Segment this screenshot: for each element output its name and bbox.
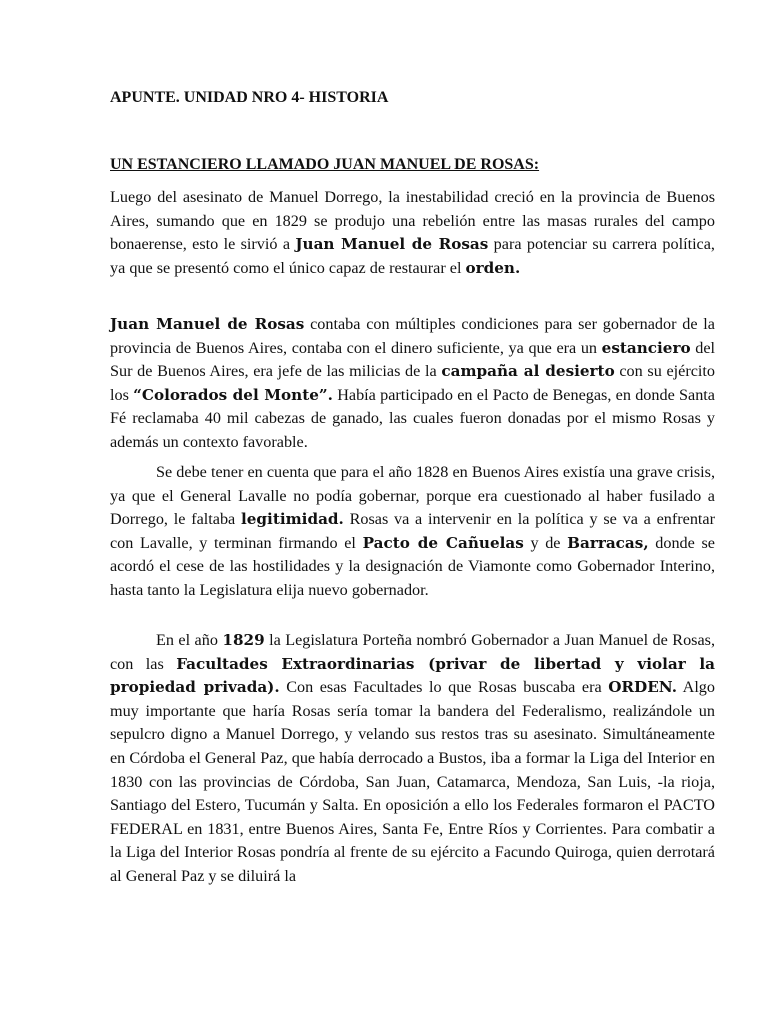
bold-run: Juan Manuel de Rosas bbox=[295, 235, 489, 254]
paragraph-2 bbox=[110, 313, 715, 455]
paragraph-1 bbox=[110, 186, 715, 280]
text-run: contaba con múltiples condiciones para ser gobernador de la provincia de Buenos Aires, contaba con el dinero suficiente, ya que era un bbox=[110, 315, 715, 357]
bold-run: ORDEN. bbox=[608, 678, 677, 697]
bold-run: orden. bbox=[465, 258, 521, 277]
text-run: y de bbox=[523, 533, 568, 552]
paragraph-4 bbox=[110, 629, 715, 889]
bold-run: Barracas, bbox=[567, 533, 649, 552]
bold-run: legitimidad. bbox=[241, 510, 344, 529]
text-run: Rosas va a intervenir en la política y se va a enfrentar con Lavalle, y terminan firmando el bbox=[110, 510, 715, 552]
text-run: la Legislatura Porteña nombró Gobernador a Juan Manuel de Rosas, con las bbox=[110, 631, 715, 673]
text-run: En el año bbox=[156, 631, 223, 649]
text-run: con su ejército los bbox=[110, 362, 715, 404]
bold-run: campaña al desierto bbox=[441, 362, 615, 381]
text-run: donde se acordó el cese de las hostilidades y la designación de Viamonte como Gobernador Interino, hasta tanto la Legislatura elija nuevo gobernador. bbox=[110, 533, 715, 599]
bold-run: Facultades Extraordinarias (privar de libertad y violar la propiedad privada). bbox=[110, 654, 716, 697]
bold-run: “Colorados del Monte”. bbox=[133, 385, 333, 404]
text-run: del Sur de Buenos Aires, era jefe de las milicias de la bbox=[110, 338, 715, 381]
text-run: Luego del asesinato de Manuel Dorrego, la inestabilidad creció en la provincia de Buenos Aires, sumando que en 1829 se produjo una rebelión entre las masas rurales del campo bonaerense, esto le sirvió a bbox=[110, 188, 715, 254]
text-run: Se debe tener en cuenta que para el año 1828 en Buenos Aires existía una grave crisis, ya que el General Lavalle no podía gobernar, porque era cuestionado al haber fusilado a Dorrego, le faltaba bbox=[110, 463, 715, 529]
text-run: Con esas Facultades lo que Rosas buscaba era bbox=[279, 678, 609, 697]
text-run: Algo muy importante que haría Rosas sería tomar la bandera del Federalismo, realizándole un sepulcro digno a Manuel Dorrego, y velando sus restos tras su asesinato. Simultáneamente en Córdoba el General Paz, que había derrocado a Bustos, iba a formar la Liga del Interior en 1830 con las provincias de Córdoba, San Juan, Catamarca, Mendoza, San Luis, -la rioja, Santiago del Estero, Tucumán y Salta. En oposición a ello los Federales formaron el PACTO FEDERAL en 1831, entre Buenos Aires, Santa Fe, Entre Ríos y Corrientes. Para combatir a la Liga del Interior Rosas pondría al frente de su ejército a Facundo Quiroga, quien derrotará al General Paz y se diluirá la bbox=[110, 678, 715, 885]
text-run: para potenciar su carrera política, ya que se presentó como el único capaz de restaurar el bbox=[110, 235, 715, 277]
bold-run: Juan Manuel de Rosas bbox=[110, 315, 305, 333]
paragraph-3 bbox=[110, 461, 715, 603]
document-title: APUNTE. UNIDAD NRO 4- HISTORIA bbox=[110, 89, 389, 106]
bold-run: 1829 bbox=[222, 631, 265, 649]
text-run: Había participado en el Pacto de Benegas, en donde Santa Fé reclamaba 40 mil cabezas de ganado, las cuales fueron donadas por el mismo Rosas y además un contexto favorable. bbox=[110, 385, 715, 451]
bold-run: Pacto de Cañuelas bbox=[362, 533, 524, 552]
bold-run: estanciero bbox=[601, 338, 691, 357]
section-title: UN ESTANCIERO LLAMADO JUAN MANUEL DE ROSAS: bbox=[110, 156, 540, 173]
